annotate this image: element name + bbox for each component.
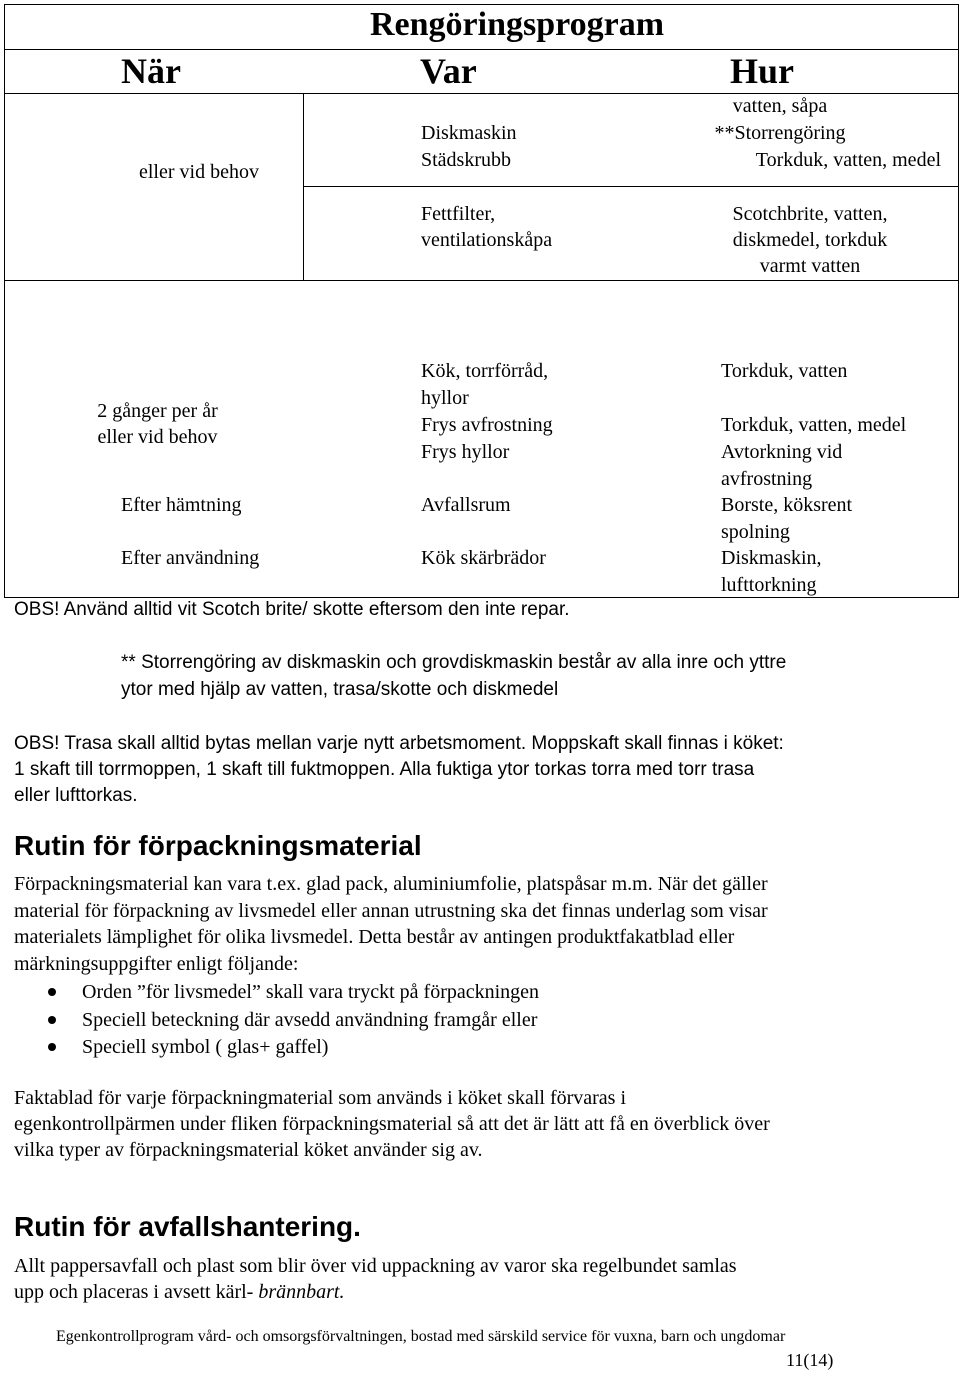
row5-hur-line: Diskmaskin, [721,547,822,569]
row2-hur-line: diskmedel, torkduk [732,229,888,251]
row4-hur-line: Borste, köksrent [721,494,853,516]
row5-var: Kök skärbrädor [421,547,546,569]
list-item: Speciell beteckning där avsedd användning framgår eller [82,1009,538,1031]
row1-hur-line: vatten, såpa [732,95,828,117]
waste-line2-italic: brännbart. [258,1281,345,1303]
row1-hur-line: **Storrengöring [714,122,846,144]
row3-hur-line: Torkduk, vatten [721,360,848,382]
row3-var-line: Kök, torrförråd, [421,360,549,382]
packaging-heading: Rutin för förpackningsmaterial [14,830,422,861]
faktablad-paragraph-line: vilka typer av förpackningsmaterial köket använder sig av. [14,1139,483,1161]
bullet-icon [48,1043,56,1051]
row4-nar: Efter hämtning [121,494,242,516]
row-divider [4,280,959,281]
waste-heading: Rutin för avfallshantering. [14,1211,361,1242]
row2-var-line: Fettfilter, [421,203,496,225]
row1-nar: eller vid behov [139,161,259,183]
packaging-paragraph-line: materialets lämplighet för olika livsmedel. Detta består av antingen produktfakatblad eller [14,926,735,948]
packaging-paragraph-line: material för förpackning av livsmedel eller annan utrustning ska det finnas underlag som visar [14,900,768,922]
table-title: Rengöringsprogram [370,6,665,43]
row1-var-line: Städskrubb [421,149,511,171]
storrengoring-note-line: ytor med hjälp av vatten, trasa/skotte och diskmedel [121,679,559,700]
row3-var-line: Frys hyllor [421,441,510,463]
packaging-paragraph-line: Förpackningsmaterial kan vara t.ex. glad pack, aluminiumfolie, platspåsar m.m. När det gäller [14,873,768,895]
table-obs-note: OBS! Använd alltid vit Scotch brite/ skotte eftersom den inte repar. [14,599,570,620]
packaging-paragraph-line: märkningsuppgifter enligt följande: [14,953,299,975]
footer-text: Egenkontrollprogram vård- och omsorgsförvaltningen, bostad med särskild service för vuxna, barn och ungdomar [56,1328,786,1345]
faktablad-paragraph-line: egenkontrollpärmen under fliken förpackningsmaterial så att det är lätt att få en överblick över [14,1113,770,1135]
row4-var: Avfallsrum [421,494,511,516]
waste-paragraph-line [14,1279,344,1306]
storrengoring-note-line: ** Storrengöring av diskmaskin och grovdiskmaskin består av alla inre och yttre [121,652,787,673]
waste-line2-text: upp och placeras i avsett kärl- [14,1281,259,1303]
column-header-hur: Hur [730,51,795,91]
faktablad-paragraph-line: Faktablad för varje förpackningmaterial som används i köket skall förvaras i [14,1087,627,1109]
row3-hur-line: avfrostning [721,468,813,490]
obs-paragraph-line: eller lufttorkas. [14,785,138,806]
row3-hur-line: Avtorkning vid [721,441,843,463]
row3-var-line: Frys avfrostning [421,414,553,436]
page-number: 11(14) [786,1350,834,1370]
row-divider [303,186,959,187]
row3-nar-line: 2 gånger per år [97,400,218,422]
waste-paragraph-line: Allt pappersavfall och plast som blir över vid uppackning av varor ska regelbundet samlas [14,1255,737,1277]
obs-paragraph-line: OBS! Trasa skall alltid bytas mellan varje nytt arbetsmoment. Moppskaft skall finnas i köket: [14,733,784,754]
row5-hur-line: lufttorkning [721,574,817,596]
row3-nar-line: eller vid behov [97,426,218,448]
bullet-icon [48,988,56,996]
row3-var-line: hyllor [421,387,469,409]
bullet-icon [48,1016,56,1024]
row1-var-line: Diskmaskin [421,122,517,144]
row3-hur-line: Torkduk, vatten, medel [721,414,907,436]
obs-paragraph-line: 1 skaft till torrmoppen, 1 skaft till fuktmoppen. Alla fuktiga ytor torkas torra med torr trasa [14,759,755,780]
row4-hur-line: spolning [721,521,790,543]
column-divider [303,93,304,280]
column-header-var: Var [420,51,477,91]
list-item: Orden ”för livsmedel” skall vara tryckt på förpackningen [82,981,540,1003]
row2-var-line: ventilationskåpa [421,229,553,251]
row1-hur-line: Torkduk, vatten, medel [755,149,941,171]
row2-hur-line: varmt vatten [759,255,861,277]
row2-hur-line: Scotchbrite, vatten, [732,203,888,225]
row5-nar: Efter användning [121,547,260,569]
column-header-nar: När [121,51,181,91]
list-item: Speciell symbol ( glas+ gaffel) [82,1036,329,1058]
